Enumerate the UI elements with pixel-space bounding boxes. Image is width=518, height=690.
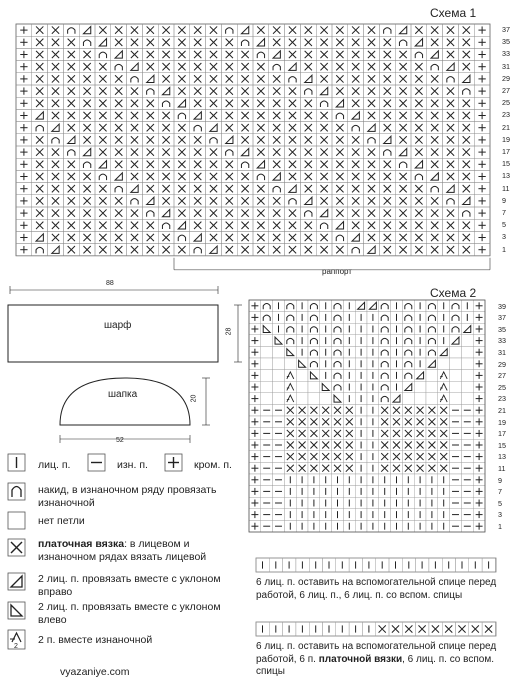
row-number: 37 (498, 313, 506, 323)
legend-knit: лиц. п. (38, 459, 71, 471)
cable-key-2 (254, 620, 504, 640)
hat-diagram (50, 370, 250, 450)
row-number: 35 (502, 37, 510, 47)
cable-key-2-text-b: , 6 лиц. п. со вспом. спицы (256, 653, 494, 677)
site-url: vyazaniye.com (60, 666, 130, 678)
row-number: 11 (502, 183, 510, 193)
row-number: 23 (502, 110, 510, 120)
legend-garter-rest: : в лицевом и изнаночном рядах вязать лицевой (38, 538, 207, 563)
row-number: 25 (502, 98, 510, 108)
legend-k2tog-left: 2 лиц. п. провязать вместе с уклоном влево (38, 601, 221, 626)
row-number: 37 (502, 25, 510, 34)
p2tog-symbol-icon (8, 630, 25, 650)
row-number: 27 (498, 371, 506, 381)
row-number: 21 (498, 405, 506, 415)
purl-symbol-icon (88, 454, 105, 471)
row-number: 27 (502, 86, 510, 95)
row-number: 21 (502, 122, 510, 132)
row-number: 5 (502, 220, 506, 230)
row-number: 3 (498, 510, 502, 520)
row-number: 17 (502, 147, 510, 156)
edge-symbol-icon (165, 454, 182, 471)
row-number: 25 (498, 382, 506, 392)
row-number: 15 (498, 440, 506, 450)
yarn-over-symbol-icon (8, 483, 25, 500)
legend-purl: изн. п. (117, 459, 148, 471)
no-stitch-symbol-icon (8, 512, 25, 529)
scarf-width: 88 (106, 280, 114, 287)
scheme-2-title: Схема 2 (430, 286, 477, 300)
cable-key-2-text-bold: платочной вязки (318, 653, 403, 665)
row-number: 29 (498, 359, 506, 369)
row-number: 7 (498, 487, 502, 497)
row-number: 15 (502, 159, 510, 169)
row-number: 13 (502, 171, 510, 181)
scheme-1-title: Схема 1 (430, 6, 477, 20)
row-number: 35 (498, 324, 506, 334)
cable-key-2-text-a: 6 лиц. п. оставить на вспомогательной спице перед работой, 6 п. (256, 641, 497, 665)
svg-text:2: 2 (14, 643, 18, 650)
row-number: 17 (498, 429, 506, 439)
legend-p2tog: 2 п. вместе изнаночной (38, 634, 153, 646)
cable-key-1 (254, 556, 504, 576)
hat-height: 20 (190, 394, 198, 403)
row-number: 13 (498, 452, 506, 462)
legend-edge: кром. п. (194, 459, 232, 471)
row-number: 19 (502, 134, 510, 144)
hat-label: шапка (108, 389, 138, 400)
cable-key-1-text: 6 лиц. п. оставить на вспомогательной спице перед работой, 6 лиц. п., 6 лиц. п. со вспом. спицы (256, 577, 497, 601)
row-number: 19 (498, 417, 506, 427)
legend-garter-bold: платочная вязка (38, 538, 125, 550)
legend-k2tog-right: 2 лиц. п. провязать вместе с уклоном вправо (38, 573, 221, 598)
legend-yarn-over: накид, в изнаночном ряду провязать изнаночной (38, 484, 217, 509)
scheme-2-chart (247, 298, 507, 548)
row-number: 9 (502, 195, 506, 205)
row-number: 33 (498, 336, 506, 346)
legend-no-stitch: нет петли (38, 515, 85, 527)
row-number: 29 (502, 73, 510, 83)
row-number: 5 (498, 498, 502, 508)
row-number: 31 (502, 61, 510, 71)
scarf-height: 28 (225, 327, 233, 336)
scarf-label: шарф (104, 320, 132, 331)
row-number: 31 (498, 347, 506, 357)
row-number: 11 (498, 463, 506, 473)
row-number: 3 (502, 232, 506, 242)
row-number: 39 (498, 301, 506, 311)
row-number: 23 (498, 394, 506, 404)
scheme-1-chart (14, 22, 494, 280)
legend-garter (38, 538, 243, 564)
k2tog-right-symbol-icon (8, 573, 25, 590)
row-number: 7 (502, 208, 506, 217)
garter-symbol-icon (8, 539, 25, 556)
cable-key-2-text (256, 641, 506, 679)
row-number: 1 (498, 521, 502, 531)
knit-symbol-icon (8, 454, 25, 471)
k2tog-left-symbol-icon (8, 602, 25, 619)
row-number: 9 (498, 475, 502, 485)
row-number: 1 (502, 244, 506, 254)
repeat-label: раппорт (322, 267, 352, 276)
hat-width: 52 (116, 437, 124, 444)
row-number: 33 (502, 49, 510, 59)
